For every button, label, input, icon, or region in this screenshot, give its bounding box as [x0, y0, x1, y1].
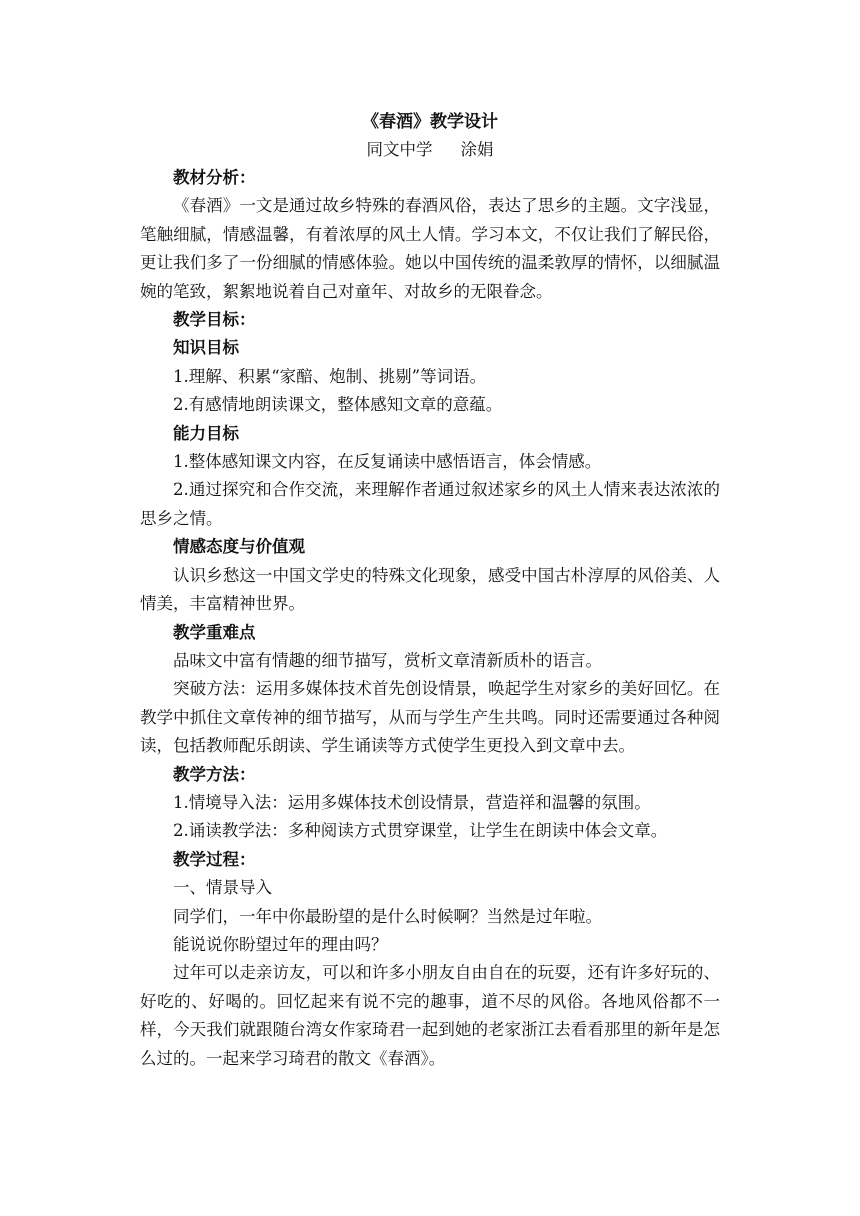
author-name: 涂娟: [460, 140, 494, 159]
method-item-2: 2.诵读教学法：多种阅读方式贯穿课堂，让学生在朗读中体会文章。: [173, 821, 668, 841]
knowledge-heading: 知识目标: [173, 338, 239, 358]
analysis-heading: 教材分析：: [173, 168, 256, 187]
emotion-paragraph: 认识乡愁这一中国文学史的特殊文化现象，感受中国古朴淳厚的风俗美、人情美，丰富精神世界。: [140, 565, 720, 614]
intro-question-1: 同学们，一年中你最盼望的是什么时候啊？当然是过年啦。: [173, 906, 602, 926]
keypoints-paragraph: 品味文中富有情趣的细节描写，赏析文章清新质朴的语言。: [173, 650, 602, 670]
process-heading: 教学过程：: [173, 849, 256, 869]
step-1-heading: 一、情景导入: [173, 878, 272, 898]
breakthrough-paragraph: 突破方法：运用多媒体技术首先创设情景，唤起学生对家乡的美好回忆。在教学中抓住文章传神的细节描写，从而与学生产生共鸣。同时还需要通过各种阅读，包括教师配乐朗读、学生诵读等方式使学生更投入到文章中去。: [140, 679, 720, 756]
intro-paragraph: 过年可以走亲访友，可以和许多小朋友自由自在的玩耍，还有许多好玩的、好吃的、好喝的。回忆起来有说不完的趣事，道不尽的风俗。各地风俗都不一样，今天我们就跟随台湾女作家琦君一起到她的老家浙江去看看那里的新年是怎么过的。一起来学习琦君的散文《春酒》。: [140, 963, 720, 1068]
emotion-heading: 情感态度与价值观: [173, 537, 305, 557]
analysis-paragraph: 《春酒》一文是通过故乡特殊的春酒风俗，表达了思乡的主题。文字浅显，笔触细腻，情感温馨，有着浓厚的风土人情。学习本文，不仅让我们了解民俗，更让我们多了一份细腻的情感体验。她以中国传统的温柔敦厚的情怀，以细腻温婉的笔致，絮絮地说着自己对童年、对故乡的无限眷念。: [140, 196, 720, 301]
ability-item-1: 1.整体感知课文内容，在反复诵读中感悟语言，体会情感。: [173, 452, 602, 472]
author-line: [140, 136, 720, 164]
knowledge-item-2: 2.有感情地朗读课文，整体感知文章的意蕴。: [173, 395, 503, 415]
methods-heading: 教学方法：: [173, 764, 256, 784]
ability-heading: 能力目标: [173, 423, 239, 443]
intro-question-2: 能说说你盼望过年的理由吗？: [173, 934, 388, 954]
ability-item-2: 2.通过探究和合作交流，来理解作者通过叙述家乡的风土人情来表达浓浓的思乡之情。: [140, 480, 720, 528]
knowledge-item-1: 1.理解、积累“家醅、炮制、挑剔”等词语。: [173, 366, 487, 386]
document-title: 《春酒》教学设计: [362, 112, 498, 132]
goals-heading: 教学目标：: [173, 310, 256, 330]
document-content: [140, 108, 720, 1073]
school-name: 同文中学: [366, 140, 433, 159]
method-item-1: 1.情境导入法：运用多媒体技术创设情景，营造祥和温馨的氛围。: [173, 792, 651, 812]
keypoints-heading: 教学重难点: [173, 622, 256, 642]
